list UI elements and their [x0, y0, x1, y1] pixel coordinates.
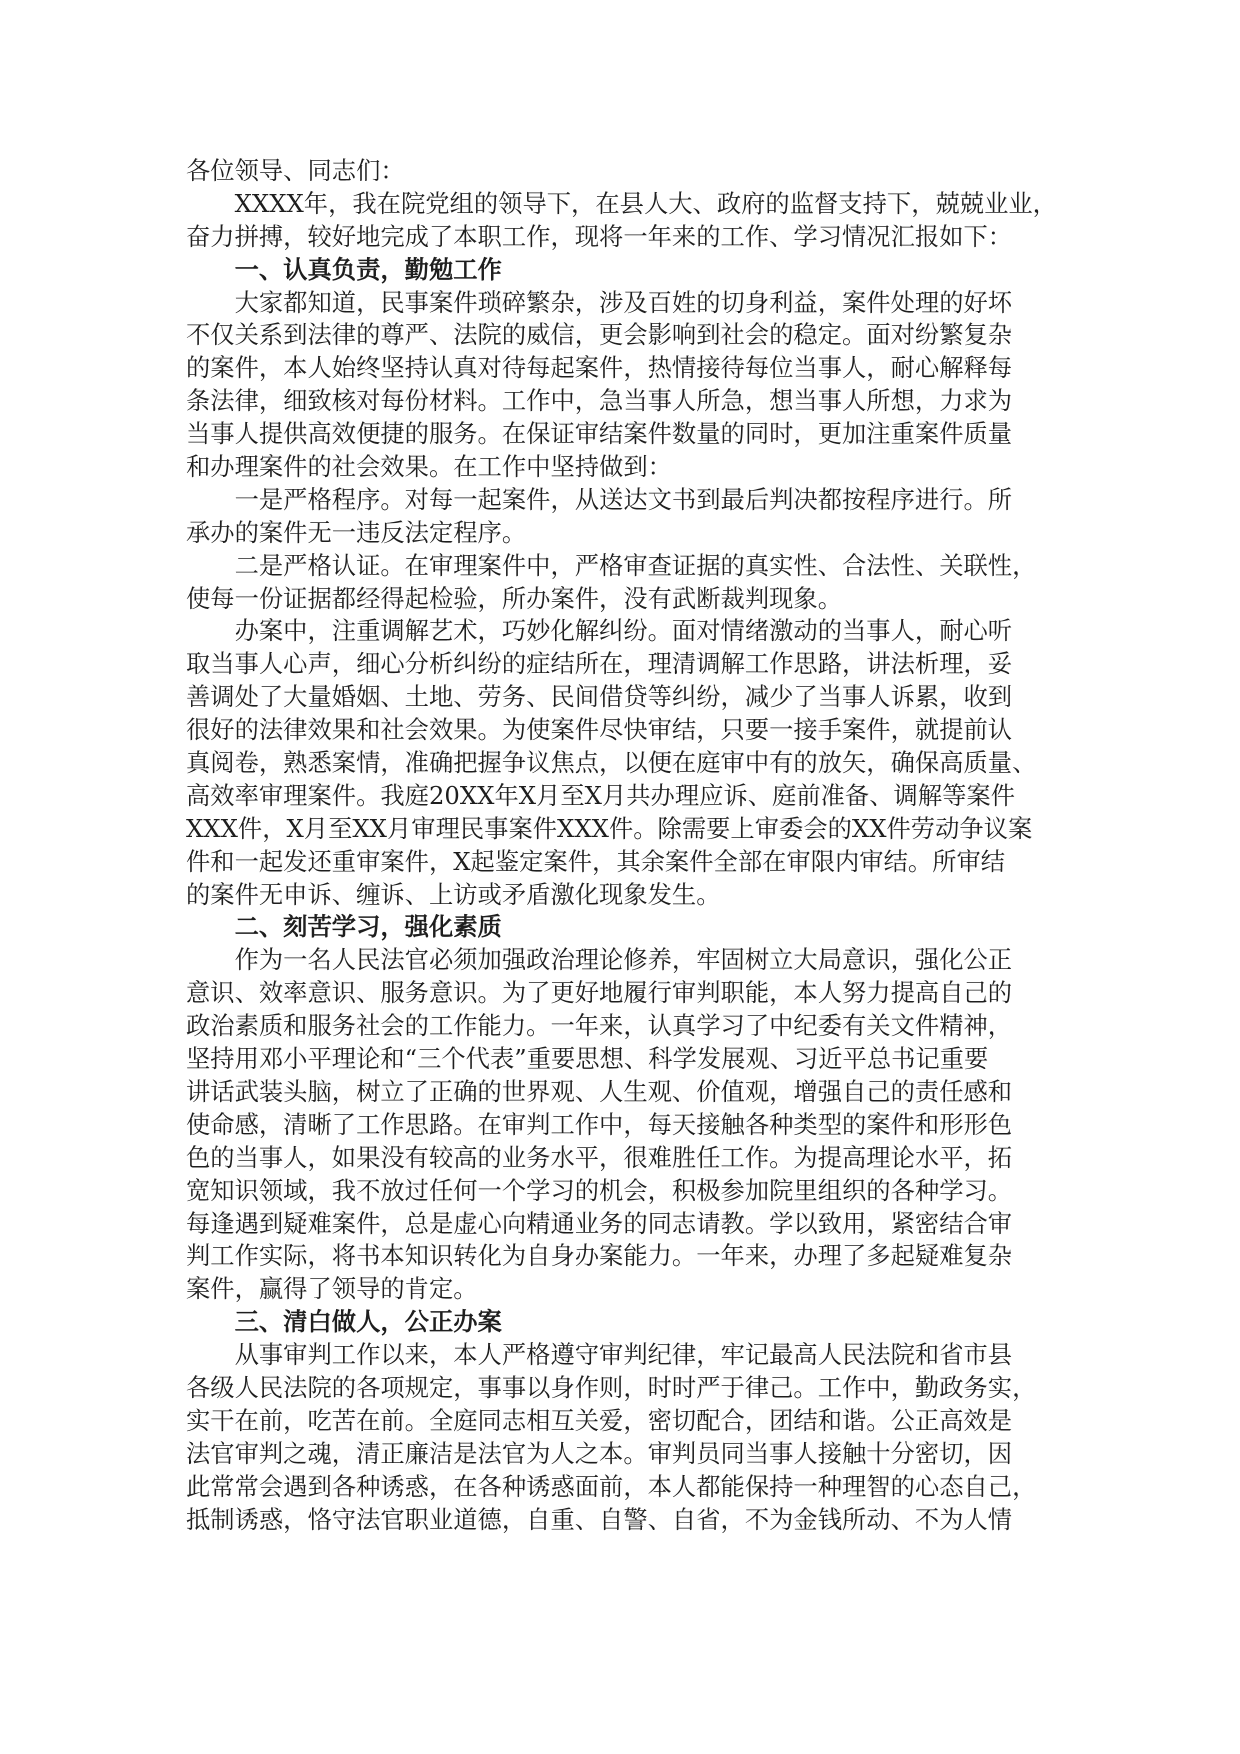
paragraph-line: 不仅关系到法律的尊严、法院的威信，更会影响到社会的稳定。面对纷繁复杂	[186, 320, 1013, 350]
paragraph-line: 善调处了大量婚姻、土地、劳务、民间借贷等纠纷，减少了当事人诉累，收到	[186, 682, 1013, 712]
paragraph-line: 取当事人心声，细心分析纠纷的症结所在，理清调解工作思路，讲法析理，妥	[186, 649, 1013, 679]
paragraph-line: 的案件无申诉、缠诉、上访或矛盾激化现象发生。	[186, 879, 721, 909]
paragraph-line: 作为一名人民法官必须加强政治理论修养，牢固树立大局意识，强化公正	[234, 945, 1013, 975]
paragraph-line: 和办理案件的社会效果。在工作中坚持做到：	[186, 452, 672, 482]
paragraph-line: 二是严格认证。在审理案件中，严格审查证据的真实性、合法性、关联性，	[234, 550, 1037, 580]
section-1-heading: 一、认真负责，勤勉工作	[234, 254, 502, 284]
paragraph-line: 办案中，注重调解艺术，巧妙化解纠纷。面对情绪激动的当事人，耐心听	[234, 616, 1013, 646]
paragraph-line: 色的当事人，如果没有较高的业务水平，很难胜任工作。为提高理论水平，拓	[186, 1142, 1013, 1172]
paragraph-line: 意识、效率意识、服务意识。为了更好地履行审判职能，本人努力提高自己的	[186, 978, 1013, 1008]
paragraph-line: 使命感，清晰了工作思路。在审判工作中，每天接触各种类型的案件和形形色	[186, 1109, 1013, 1139]
salutation: 各位领导、同志们：	[186, 156, 405, 185]
section-1-paragraph-1	[186, 287, 1066, 484]
paragraph-line: 案件，赢得了领导的肯定。	[186, 1274, 478, 1304]
paragraph-line: 此常常会遇到各种诱惑，在各种诱惑面前，本人都能保持一种理智的心态自己，	[186, 1471, 1037, 1501]
paragraph-line: 各级人民法院的各项规定，事事以身作则，时时严于律己。工作中，勤政务实，	[186, 1372, 1037, 1402]
section-2-paragraph-1	[186, 944, 1066, 1306]
paragraph-line: 抵制诱惑，恪守法官职业道德，自重、自警、自省，不为金钱所动、不为人情	[186, 1504, 1013, 1534]
paragraph-line: 坚持用邓小平理论和“三个代表”重要思想、科学发展观、习近平总书记重要	[186, 1044, 989, 1074]
paragraph-line: 大家都知道，民事案件琐碎繁杂，涉及百姓的切身利益，案件处理的好坏	[234, 287, 1013, 317]
paragraph-line: 高效率审理案件。我庭20XX年X月至X月共办理应诉、庭前准备、调解等案件	[186, 780, 1016, 810]
section-1-paragraph-3	[186, 550, 1066, 616]
paragraph-line: 从事审判工作以来，本人严格遵守审判纪律，牢记最高人民法院和省市县	[234, 1340, 1013, 1370]
paragraph-line: 当事人提供高效便捷的服务。在保证审结案件数量的同时，更加注重案件质量	[186, 419, 1013, 449]
paragraph-line: 很好的法律效果和社会效果。为使案件尽快审结，只要一接手案件，就提前认	[186, 715, 1013, 745]
paragraph-line: 一是严格程序。对每一起案件，从送达文书到最后判决都按程序进行。所	[234, 484, 1013, 514]
section-3-heading: 三、清白做人，公正办案	[234, 1307, 502, 1337]
paragraph-line: 的案件，本人始终坚持认真对待每起案件，热情接待每位当事人，耐心解释每	[186, 353, 1013, 383]
paragraph-line: 件和一起发还重审案件，X起鉴定案件，其余案件全部在审限内审结。所审结	[186, 846, 1006, 876]
paragraph-line: 承办的案件无一违反法定程序。	[186, 517, 527, 547]
section-2-heading: 二、刻苦学习，强化素质	[234, 912, 502, 942]
paragraph-line: 每逢遇到疑难案件，总是虚心向精通业务的同志请教。学以致用，紧密结合审	[186, 1208, 1013, 1238]
paragraph-line: 奋力拼搏，较好地完成了本职工作，现将一年来的工作、学习情况汇报如下：	[186, 221, 1013, 251]
intro-paragraph	[186, 188, 1066, 254]
paragraph-line: XXXX年，我在院党组的领导下，在县人大、政府的监督支持下，兢兢业业，	[234, 188, 1057, 218]
paragraph-line: 使每一份证据都经得起检验，所办案件，没有武断裁判现象。	[186, 583, 843, 613]
paragraph-line: 判工作实际，将书本知识转化为自身办案能力。一年来，办理了多起疑难复杂	[186, 1241, 1013, 1271]
section-3-paragraph-1	[186, 1339, 1066, 1536]
paragraph-line: 政治素质和服务社会的工作能力。一年来，认真学习了中纪委有关文件精神，	[186, 1011, 1013, 1041]
paragraph-line: XXX件，X月至XX月审理民事案件XXX件。除需要上审委会的XX件劳动争议案	[186, 813, 1033, 843]
paragraph-line: 讲话武装头脑，树立了正确的世界观、人生观、价值观，增强自己的责任感和	[186, 1076, 1013, 1106]
paragraph-line: 条法律，细致核对每份材料。工作中，急当事人所急，想当事人所想，力求为	[186, 386, 1013, 416]
paragraph-line: 法官审判之魂，清正廉洁是法官为人之本。审判员同当事人接触十分密切，因	[186, 1438, 1013, 1468]
paragraph-line: 真阅卷，熟悉案情，准确把握争议焦点，以便在庭审中有的放矢，确保高质量、	[186, 748, 1037, 778]
section-1-paragraph-4	[186, 615, 1066, 911]
document-body	[186, 155, 1066, 1536]
paragraph-line: 实干在前，吃苦在前。全庭同志相互关爱，密切配合，团结和谐。公正高效是	[186, 1405, 1013, 1435]
paragraph-line: 宽知识领域，我不放过任何一个学习的机会，积极参加院里组织的各种学习。	[186, 1175, 1013, 1205]
section-1-paragraph-2	[186, 484, 1066, 550]
